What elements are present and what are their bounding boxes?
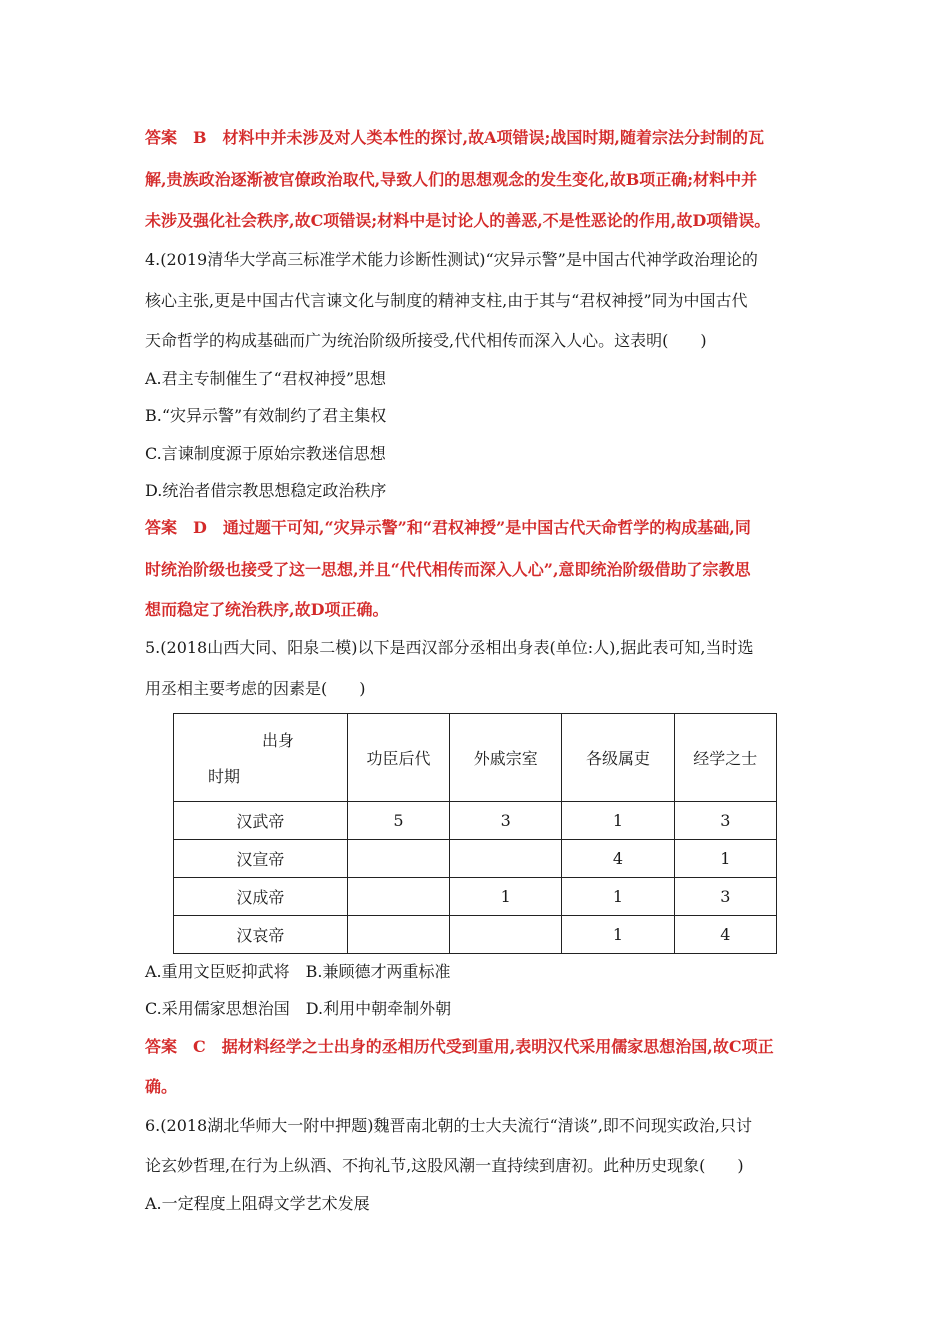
table-cell: 5 bbox=[347, 802, 449, 840]
table-cell: 3 bbox=[674, 878, 776, 916]
table-cell: 1 bbox=[562, 916, 674, 954]
table-period-cell: 汉哀帝 bbox=[174, 916, 348, 954]
question-4-option-d: D.统治者借宗教思想稳定政治秩序 bbox=[145, 481, 387, 500]
answer-3-line-2: 解,贵族政治逐渐被官僚政治取代,导致人们的思想观念的发生变化,故B项正确;材料中并 bbox=[145, 170, 758, 189]
table-cell: 3 bbox=[450, 802, 562, 840]
answer-5-line-2: 确。 bbox=[145, 1077, 178, 1096]
table-period-cell: 汉宣帝 bbox=[174, 840, 348, 878]
table-period-cell: 汉成帝 bbox=[174, 878, 348, 916]
table-cell bbox=[347, 878, 449, 916]
table-cell bbox=[347, 840, 449, 878]
question-6-line-1: 6.(2018湖北华师大一附中押题)魏晋南北朝的士大夫流行“清谈”,即不问现实政治,只讨 bbox=[145, 1116, 753, 1135]
table-row bbox=[174, 916, 777, 954]
table-cell bbox=[450, 916, 562, 954]
table-cell: 1 bbox=[450, 878, 562, 916]
question-4-line-2: 核心主张,更是中国古代言谏文化与制度的精神支柱,由于其与“君权神授”同为中国古代 bbox=[145, 291, 748, 310]
question-6-line-2: 论玄妙哲理,在行为上纵酒、不拘礼节,这股风潮一直持续到唐初。此种历史现象( ) bbox=[145, 1156, 744, 1175]
table-row bbox=[174, 878, 777, 916]
question-5-line-2: 用丞相主要考虑的因素是( ) bbox=[145, 679, 366, 698]
answer-4-line-1: 答案 D 通过题干可知,“灾异示警”和“君权神授”是中国古代天命哲学的构成基础,同 bbox=[145, 518, 751, 537]
table-cell: 4 bbox=[562, 840, 674, 878]
corner-label-origin: 出身 bbox=[262, 731, 295, 750]
question-5-line-1: 5.(2018山西大同、阳泉二模)以下是西汉部分丞相出身表(单位:人),据此表可知,当时选 bbox=[145, 638, 754, 657]
question-4-option-c: C.言谏制度源于原始宗教迷信思想 bbox=[145, 444, 386, 463]
question-5-options-cd: C.采用儒家思想治国 D.利用中朝牵制外朝 bbox=[145, 999, 452, 1018]
question-4-line-1: 4.(2019清华大学高三标准学术能力诊断性测试)“灾异示警”是中国古代神学政治理论的 bbox=[145, 250, 758, 269]
table-row bbox=[174, 840, 777, 878]
table-row bbox=[174, 802, 777, 840]
answer-3-line-3: 未涉及强化社会秩序,故C项错误;材料中是讨论人的善恶,不是性恶论的作用,故D项错误。 bbox=[145, 211, 771, 230]
table-header-cell: 外戚宗室 bbox=[450, 714, 562, 802]
answer-5-line-1: 答案 C 据材料经学之士出身的丞相历代受到重用,表明汉代采用儒家思想治国,故C项正 bbox=[145, 1037, 774, 1056]
table-cell: 1 bbox=[674, 840, 776, 878]
answer-4-line-3: 想而稳定了统治秩序,故D项正确。 bbox=[145, 600, 389, 619]
question-5-options-ab: A.重用文臣贬抑武将 B.兼顾德才两重标准 bbox=[145, 962, 451, 981]
answer-4-line-2: 时统治阶级也接受了这一思想,并且“代代相传而深入人心”,意即统治阶级借助了宗教思 bbox=[145, 560, 751, 579]
table-cell bbox=[450, 840, 562, 878]
table-cell bbox=[347, 916, 449, 954]
corner-label-period: 时期 bbox=[208, 767, 241, 786]
table-cell: 3 bbox=[674, 802, 776, 840]
table-header-cell: 经学之士 bbox=[674, 714, 776, 802]
table-cell: 4 bbox=[674, 916, 776, 954]
table-header-cell: 各级属吏 bbox=[562, 714, 674, 802]
table-period-cell: 汉武帝 bbox=[174, 802, 348, 840]
answer-3-line-1: 答案 B 材料中并未涉及对人类本性的探讨,故A项错误;战国时期,随着宗法分封制的瓦 bbox=[145, 128, 764, 147]
chancellor-origin-table bbox=[173, 713, 777, 954]
table-header-cell: 功臣后代 bbox=[347, 714, 449, 802]
table-cell: 1 bbox=[562, 802, 674, 840]
question-4-line-3: 天命哲学的构成基础而广为统治阶级所接受,代代相传而深入人心。这表明( ) bbox=[145, 331, 707, 350]
question-6-option-a: A.一定程度上阻碍文学艺术发展 bbox=[145, 1194, 370, 1213]
table-header-row bbox=[174, 714, 777, 802]
question-4-option-a: A.君主专制催生了“君权神授”思想 bbox=[145, 369, 387, 388]
table-cell: 1 bbox=[562, 878, 674, 916]
table-corner-cell bbox=[174, 714, 348, 802]
question-4-option-b: B.“灾异示警”有效制约了君主集权 bbox=[145, 406, 387, 425]
